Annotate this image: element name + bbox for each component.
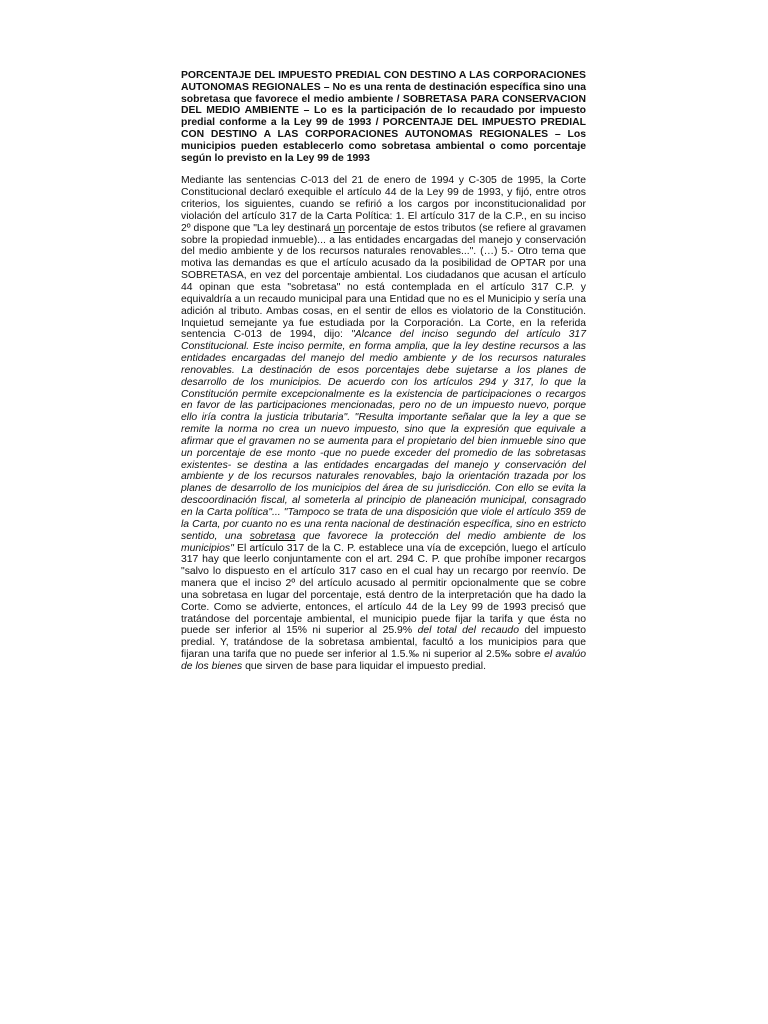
body-text-segment: El artículo 317 de la C. P. establece una vía de excepción, luego el artículo 317 hay que leerlo conjuntamente con el art. 294 C. P. que prohíbe imponer recargos "salvo lo dispuesto en el artículo 317 caso en el cual hay un recargo por reenvío. De manera que el inciso 2º del artículo acusado al permitir opcionalmente que se cobre una sobretasa en lugar del porcentaje, está dentro de la interpretación que ha dado la Corte. Como se advierte, entonces, el artículo 44 de la Ley 99 de 1993 precisó que tratándose del porcentaje ambiental, el municipio puede fijar la tarifa y que ésta no puede ser inferior al 15% ni superior al 25.9% xyxy=(181,542,586,637)
body-text-segment: que sirven de base para liquidar el impuesto predial. xyxy=(242,660,486,672)
body-text-segment: porcentaje de estos tributos (se refiere al gravamen sobre la propiedad inmueble)... a las entidades encargadas del manejo y conservación del medio ambiente y de los recursos naturales renovables...". (…) 5.- Otro tema que motiva las demandas es que el artículo acusado da la posibilidad de OPTAR por una SOBRETASA, en vez del porcentaje ambiental. Los ciudadanos que acusan el artículo 44 opinan que esta "sobretasa" no está contemplada en el artículo 317 C.P. y equivaldría a un recaudo municipal para una Entidad que no es el Municipio y sería una adición al tributo. Ambas cosas, en el sentir de ellos es violatorio de la Constitución. Inquietud semejante ya fue estudiada por la Corporación. La Corte, en la referida sentencia C-013 de 1994, dijo: xyxy=(181,222,587,341)
body-text-underlined: un xyxy=(333,222,346,234)
body-text-emphasis: del total del recaudo xyxy=(417,625,519,637)
body-text-segment: Mediante las sentencias C-013 del 21 de enero de 1994 y C-305 de 1995, la Corte Constitucional declaró exequible el artículo 44 de la Ley 99 de 1993, y fijó, entre otros criterios, los siguientes, cuando se refirió a los cargos por inconstitucionalidad por violación del artículo 317 de la Carta Política: 1. El artículo 317 de la C.P., en su inciso 2º dispone que "La ley destinará xyxy=(181,175,586,234)
body-text-quote: "Alcance del inciso segundo del artículo 317 Constitucional. Este inciso permite, en forma amplia, que la ley destine recursos a las entidades encargadas del manejo del medio ambiente y de los recursos naturales renovables. La destinación de esos porcentajes debe sujetarse a los planes de desarrollo de los municipios. De acuerdo con los artículos 294 y 317, lo que la Constitución permite excepcionalmente es la existencia de participaciones o recargos en favor de las participaciones mencionadas, pero no de un impuesto nuevo, porque ello iría contra la justicia tributaria". "Resulta importante señalar que la ley a que se remite la norma no crea un nuevo impuesto, sino que la expresión que equivale a afirmar que el gravamen no se aumenta para el propietario del bien inmueble sino que un porcentaje de ese monto -que no puede exceder del promedio de las sobretasas existentes- se destina a las entidades encargadas del manejo y conservación del ambiente y de los recursos naturales renovables, bajo la orientación trazada por los planes de desarrollo de los municipios del área de su jurisdicción. Con ello se evita la descoordinación fiscal, al someterla al principio de planeación municipal, consagrado en la Carta política"... "Tampoco se trata de una disposición que viole el artículo 359 de la Carta, por cuanto no es una renta nacional de destinación específica, sino en estricto sentido, una xyxy=(181,329,586,542)
document-body-paragraph xyxy=(181,175,586,672)
body-text-emphasis: el avalúo de los bienes xyxy=(181,649,587,672)
body-text-quote: que favorece la protección del medio ambiente de los municipios" xyxy=(181,530,586,554)
body-text-segment: del impuesto predial. Y, tratándose de la sobretasa ambiental, facultó a los municipios para que fijaran una tarifa que no puede ser inferior al 1.5.‰ ni superior al 2.5‰ sobre xyxy=(181,625,586,661)
document-page xyxy=(181,70,586,673)
document-heading: PORCENTAJE DEL IMPUESTO PREDIAL CON DESTINO A LAS CORPORACIONES AUTONOMAS REGIONALES – No es una renta de destinación específica sino una sobretasa que favorece el medio ambiente / SOBRETASA PARA CONSERVACION DEL MEDIO AMBIENTE – Lo es la participación de lo recaudado por impuesto predial conforme a la Ley 99 de 1993 / PORCENTAJE DEL IMPUESTO PREDIAL CON DESTINO A LAS CORPORACIONES AUTONOMAS REGIONALES – Los municipios pueden establecerlo como sobretasa ambiental o como porcentaje según lo previsto en la Ley 99 de 1993 xyxy=(181,70,586,164)
body-text-quote-underlined: sobretasa xyxy=(249,530,296,542)
